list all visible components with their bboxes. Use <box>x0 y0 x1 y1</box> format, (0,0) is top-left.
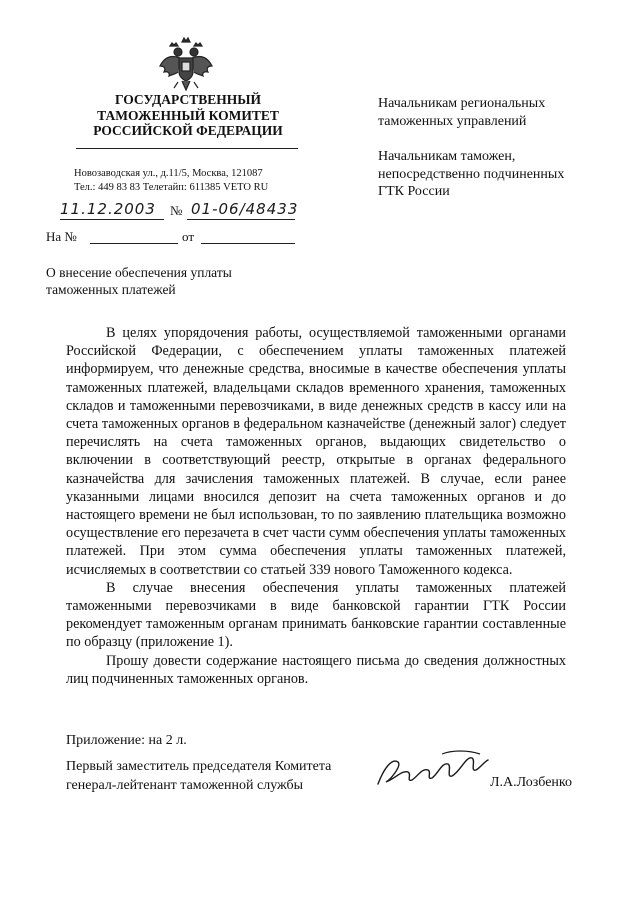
reference-number-blank <box>90 243 178 244</box>
reference-number-label: На № <box>46 229 77 244</box>
number-sign: № <box>170 203 183 218</box>
org-line-3: РОССИЙСКОЙ ФЕДЕРАЦИИ <box>93 123 283 138</box>
addressee-line: непосредственно подчиненных <box>378 166 565 182</box>
addressee-line: Начальникам таможен, <box>378 149 516 164</box>
signatory-title-line-2: генерал-лейтенант таможенной службы <box>66 778 304 793</box>
letter-subject <box>46 264 306 298</box>
body-paragraph-1: В целях упорядочения работы, осуществляемой таможенными органами Российской Федерации, с обеспечением уплаты таможенных платежей информируем, что денежные средства, вносимые в качестве обеспечения уплаты таможенных платежей, владельцами складов временного хранения, таможенных складов и таможенными перевозчиками, в виде денежных средств в кассу или на счета таможенных органов в федеральном казначействе (денежный залог) следует перечислять на счета таможенных органов, выдающих свидетельство о включении в соответствующий реестр, открытые в органах федерального казначейства для зачисления таможенных платежей. В случае, если ранее указанными лицами вносился депозит на счета таможенных органов и до настоящего времени не был использован, то по заявлению плательщика возможно осуществление его перезачета в счет части сумм обеспечения уплаты таможенных платежей. При этом сумма обеспечения уплаты таможенных платежей, исчисляемых в соответствии со статьей 339 нового Таможенного кодекса. <box>66 325 566 578</box>
signatory-name: Л.А.Лозбенко <box>490 775 573 790</box>
outgoing-number: 01-06/48433 <box>191 200 299 218</box>
handwritten-signature <box>372 748 492 792</box>
addressee-line: Начальникам региональных <box>378 96 546 111</box>
emblem-icon <box>158 36 214 94</box>
address-line-1: Новозаводская ул., д.11/5, Москва, 121087 <box>74 168 263 179</box>
body-paragraph-3: Прошу довести содержание настоящего письма до сведения должностных лиц подчиненных таможенных органов. <box>66 652 566 687</box>
signatory-title-line-1: Первый заместитель председателя Комитета <box>66 759 332 774</box>
signatory-title <box>66 757 366 795</box>
header-divider <box>76 148 298 149</box>
address-line-2: Тел.: 449 83 83 Телетайп: 611385 VETO RU <box>74 182 269 193</box>
addressee-line: таможенных управлений <box>378 113 527 129</box>
letter-body <box>66 324 566 688</box>
organization-address <box>74 167 304 195</box>
org-line-1: ГОСУДАРСТВЕННЫЙ <box>114 92 261 107</box>
subject-line-2: таможенных платежей <box>46 282 176 297</box>
reference-date-label: от <box>182 229 195 244</box>
outgoing-date: 11.12.2003 <box>60 200 156 218</box>
date-underline <box>60 219 164 220</box>
addressee-customs-heads <box>378 148 598 201</box>
addressee-line: ГТК России <box>378 184 450 199</box>
organization-name <box>82 92 294 139</box>
org-line-2: ТАМОЖЕННЫЙ КОМИТЕТ <box>97 107 279 123</box>
addressee-regional-directorates <box>378 95 598 130</box>
appendix-note: Приложение: на 2 л. <box>66 733 187 748</box>
body-paragraph-2: В случае внесения обеспечения уплаты таможенных платежей таможенными перевозчиками в виде банковской гарантии ГТК России рекомендует таможенным органам принимать банковские гарантии составленные по образцу (приложение 1). <box>66 579 566 651</box>
addressees <box>378 95 598 201</box>
reference-date-blank <box>201 243 295 244</box>
number-underline <box>187 219 295 220</box>
subject-line-1: О внесение обеспечения уплаты <box>46 265 232 280</box>
